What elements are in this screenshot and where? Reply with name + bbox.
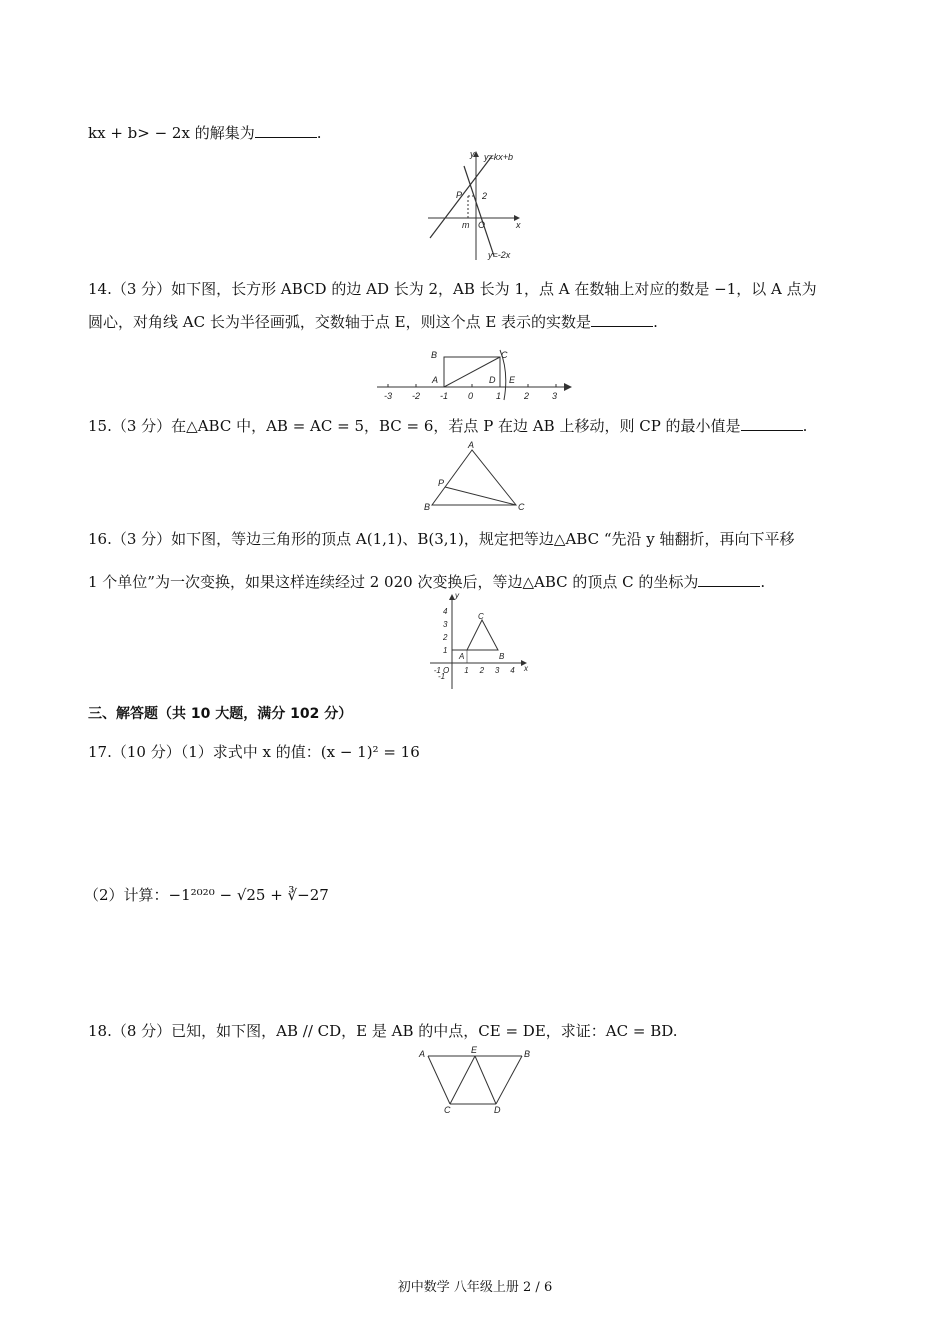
fig18-a-label: A: [419, 1049, 426, 1059]
q17-part2: （2）计算：−1²⁰²⁰ − √25 + ∛−27: [84, 886, 329, 904]
fig16-x-tick-label: 4: [510, 666, 515, 675]
fig16-x-label: x: [524, 664, 528, 673]
fig16-y-tick-label: -1: [438, 672, 446, 681]
page-footer: 初中数学 八年级上册 2 / 6: [397, 1280, 553, 1295]
q14-line1: 14.（3 分）如下图，长方形 ABCD 的边 AD 长为 2，AB 长为 1，点 A 在数轴上对应的数是 −1，以 A 点为: [88, 280, 817, 298]
q14-line2: 圆心，对角线 AC 长为半径画弧，交数轴于点 E，则这个点 E 表示的实数是 .: [88, 313, 658, 331]
q17-part1: 17.（10 分）（1）求式中 x 的值：(x − 1)² = 16: [88, 743, 420, 761]
fig16-a-label: A: [459, 652, 465, 661]
fig14-b-label: B: [431, 350, 438, 360]
fig13-two-label: 2: [482, 191, 488, 201]
fig16-x-tick-label: 1: [464, 666, 469, 675]
q15-text: 15.（3 分）在△ABC 中，AB = AC = 5，BC = 6，若点 P 在边 AB 上移动，则 CP 的最小值是 .: [88, 417, 808, 435]
fig15-b-label: B: [424, 502, 431, 512]
fig16-c-label: C: [478, 612, 484, 621]
fig14-tick-label: 2: [524, 391, 530, 401]
fig14-e-label: E: [509, 375, 516, 385]
fig13-m-label: m: [462, 220, 470, 230]
fig16-grid: [422, 593, 532, 693]
fig16-b-label: B: [499, 652, 505, 661]
fig14-tick-label: -3: [384, 391, 393, 401]
fig18-c-label: C: [444, 1105, 451, 1115]
fig16-y-tick-label: 4: [443, 607, 448, 616]
fig15-c-label: C: [518, 502, 525, 512]
fig13-graph: [420, 148, 530, 263]
fig18-trapezoid: [416, 1046, 536, 1116]
fig16-x-tick-label: 2: [479, 666, 485, 675]
q13-text: kx + b> − 2x 的解集为 .: [88, 124, 322, 142]
fig16-o-label: O: [443, 666, 450, 675]
fig14-c-label: C: [501, 350, 508, 360]
fig15-a-label: A: [468, 440, 475, 450]
fig16-y-tick-label: 1: [443, 646, 448, 655]
fig14-tick-label: 0: [468, 391, 474, 401]
fig13-p-label: P: [456, 190, 463, 200]
fig13-y-label: y: [470, 149, 475, 159]
fig16-y-label: y: [455, 591, 459, 600]
fig14-tick-label: 3: [552, 391, 558, 401]
fig13-line1-label: y=kx+b: [484, 152, 514, 162]
fig16-y-tick-label: 2: [443, 633, 448, 642]
fig16-x-tick-label: 3: [494, 666, 500, 675]
fig14-d-label: D: [489, 375, 496, 385]
fig14-tick-label: 1: [496, 391, 502, 401]
fig18-e-label: E: [471, 1045, 478, 1055]
fig13-line2-label: y=-2x: [488, 250, 511, 260]
fig14-number-line: [375, 342, 575, 402]
fig14-tick-label: -1: [440, 391, 449, 401]
fig14-a-label: A: [432, 375, 439, 385]
fig18-d-label: D: [494, 1105, 501, 1115]
fig15-p-label: P: [438, 478, 445, 488]
section-3-heading: 三、解答题（共 10 大题，满分 102 分）: [88, 706, 353, 722]
q16-line2: 1 个单位”为一次变换，如果这样连续经过 2 020 次变换后，等边△ABC 的顶点 C 的坐标为 .: [88, 573, 766, 591]
q16-line1: 16.（3 分）如下图，等边三角形的顶点 A(1,1)、B(3,1)，规定把等边△ABC “先沿 y 轴翻折，再向下平移: [88, 530, 795, 548]
fig14-tick-label: -2: [412, 391, 421, 401]
fig16-y-tick-label: 3: [443, 620, 448, 629]
fig13-o-label: O: [478, 220, 486, 230]
fig15-triangle: [424, 440, 534, 515]
fig13-x-label: x: [516, 220, 521, 230]
fig16-x-tick-label: -1: [433, 666, 441, 675]
fig18-b-label: B: [524, 1049, 531, 1059]
q18-text: 18.（8 分）已知，如下图，AB // CD，E 是 AB 的中点，CE = DE，求证：AC = BD.: [88, 1022, 678, 1040]
